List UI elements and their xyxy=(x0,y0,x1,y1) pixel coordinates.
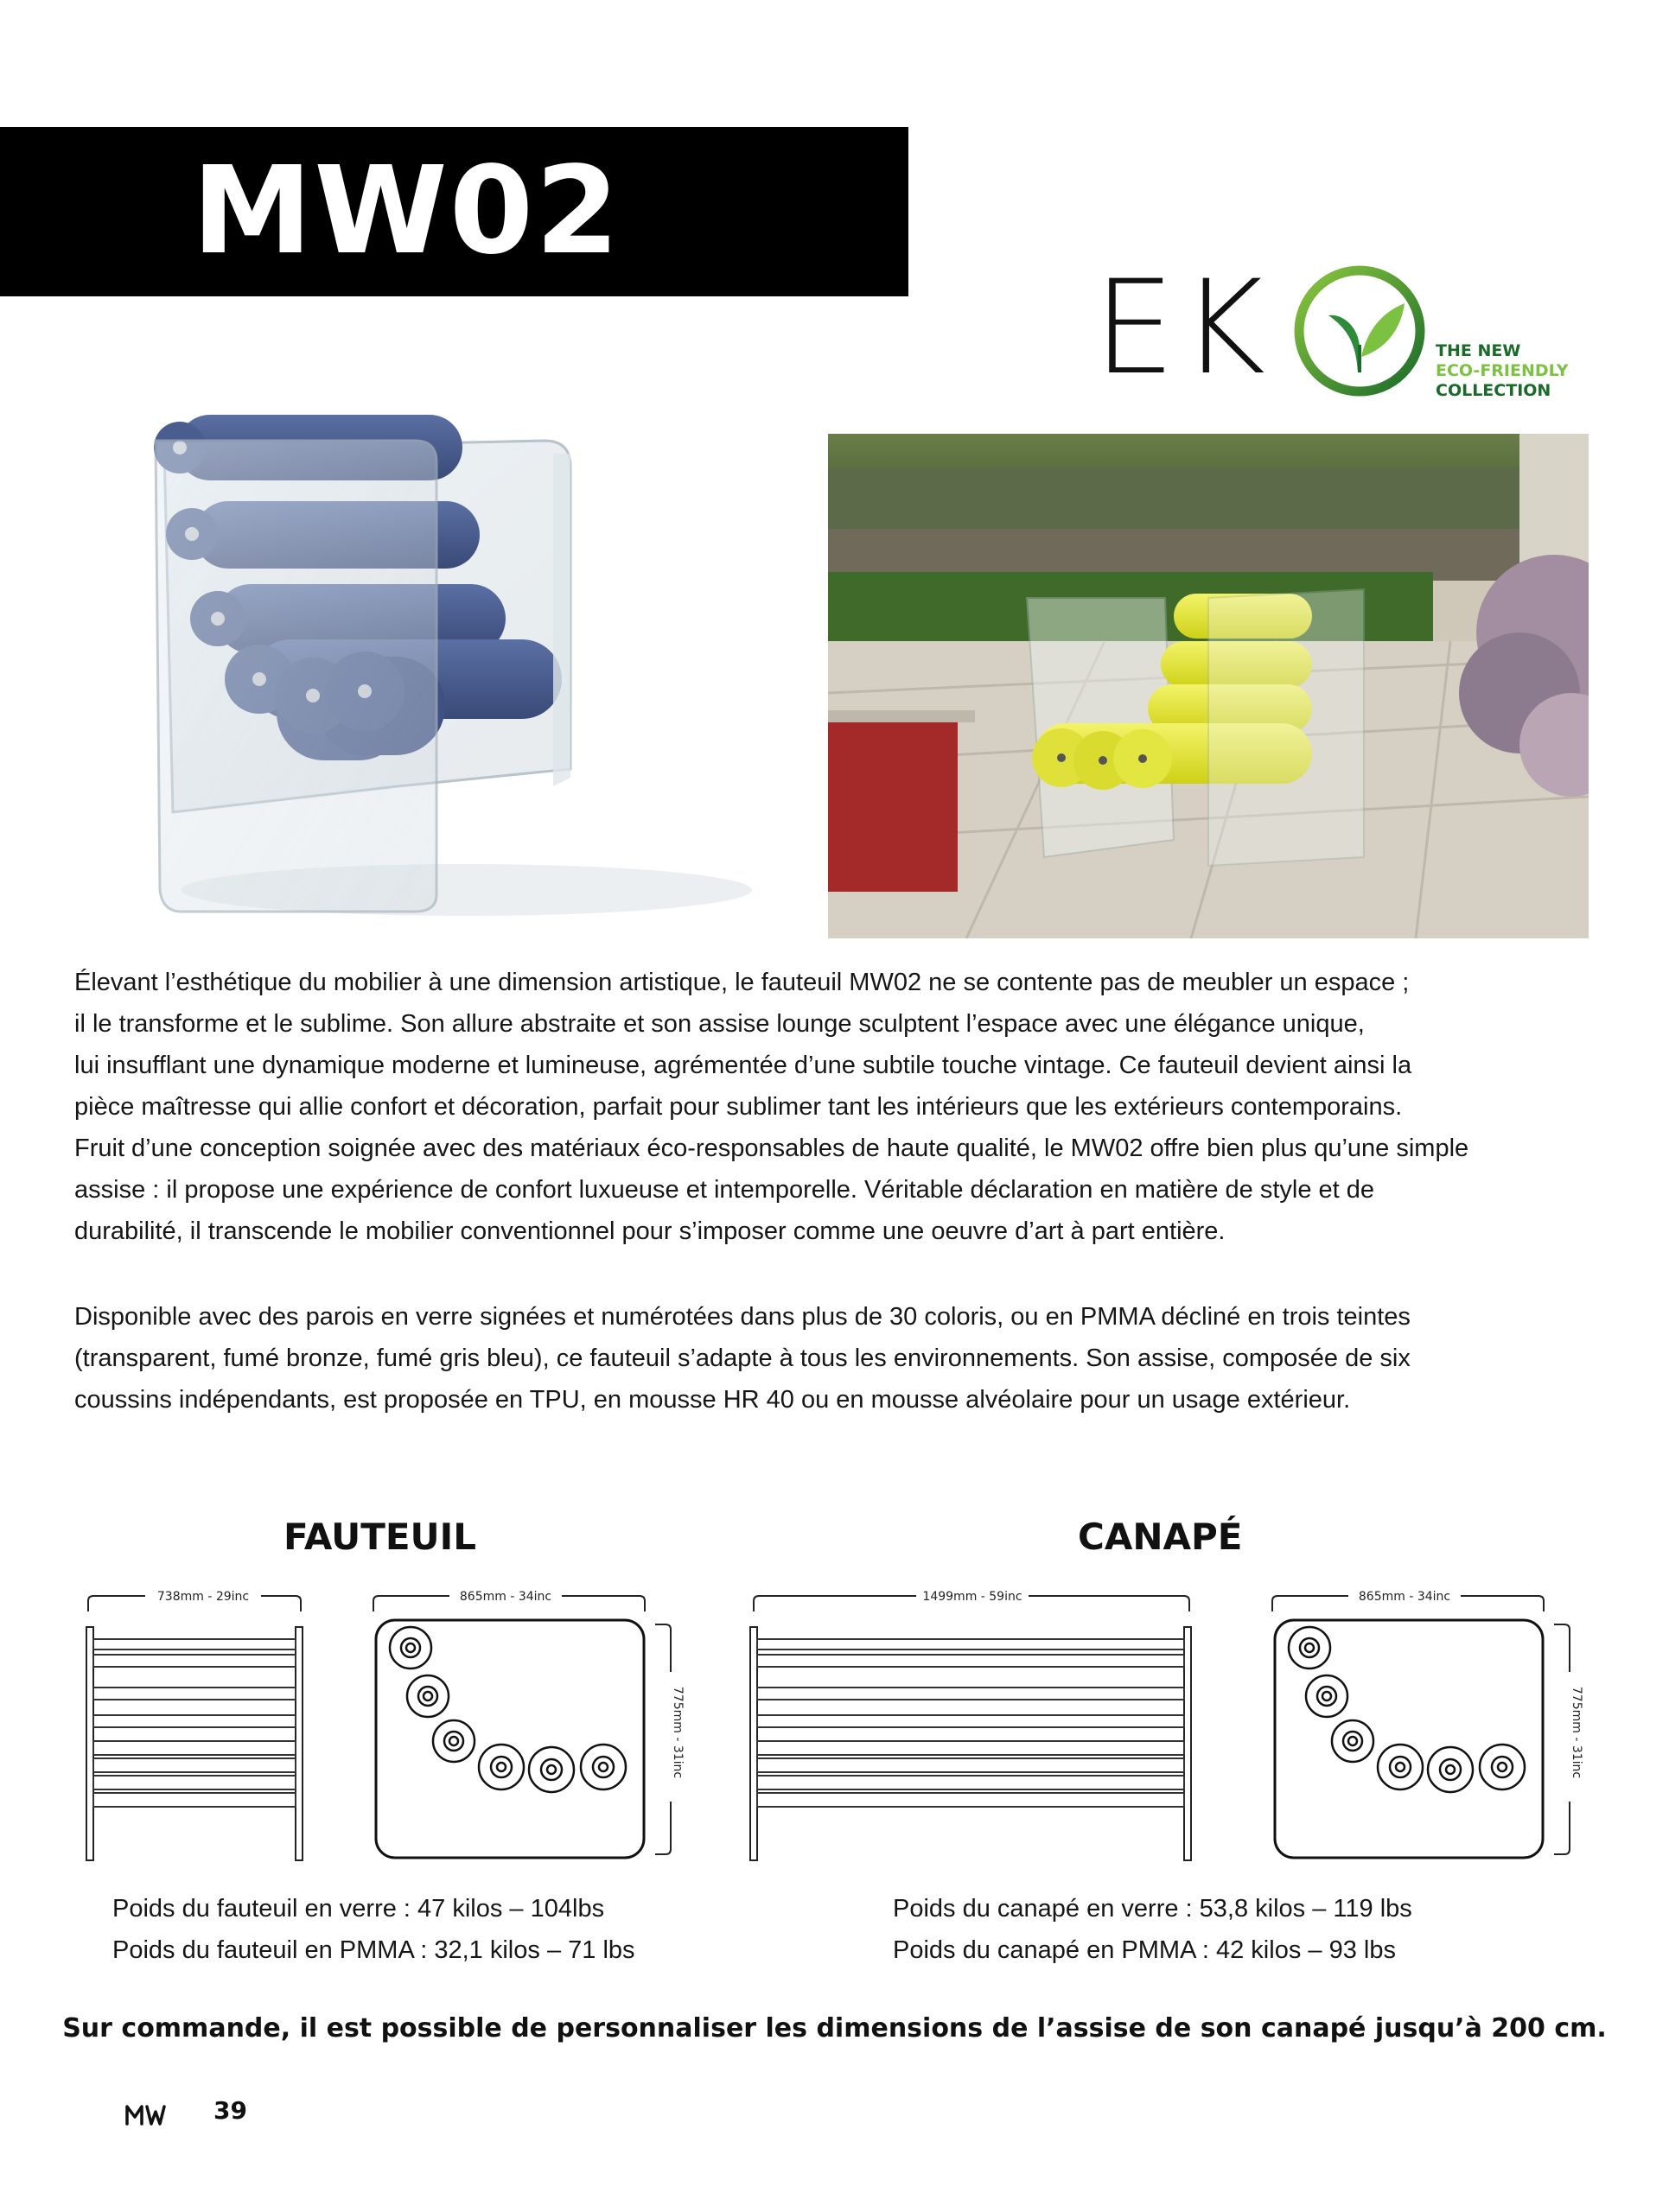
eko-tagline-line: ECO-FRIENDLY xyxy=(1436,361,1569,380)
text-line: assise : il propose une expérience de confort luxueuse et intemporelle. Véritable déclaration en matière de style et de xyxy=(74,1176,1375,1204)
description-paragraph-2 xyxy=(74,1296,1613,1421)
sofa-front-width-label: 1499mm - 59inc xyxy=(922,1590,1022,1604)
custom-order-note: Sur commande, il est possible de personnaliser les dimensions de l’assise de son canapé jusqu’à 200 cm. xyxy=(62,2013,1607,2044)
page-title: MW02 xyxy=(192,141,621,282)
mw-monogram-icon xyxy=(124,2103,166,2126)
armchair-height-label: 775mm - 31inc xyxy=(671,1686,685,1779)
sofa-weights xyxy=(893,1888,1412,1971)
sofa-side-diagram xyxy=(1262,1586,1590,1871)
blue-chair-image xyxy=(138,406,761,933)
armchair-weight-pmma: Poids du fauteuil en PMMA : 32,1 kilos – 71 lbs xyxy=(112,1936,635,1964)
eko-tagline-line: THE NEW xyxy=(1436,341,1521,360)
text-line: Disponible avec des parois en verre signées et numérotées dans plus de 30 coloris, ou en PMMA décliné en trois teintes xyxy=(74,1303,1411,1331)
text-line: Élevant l’esthétique du mobilier à une dimension artistique, le fauteuil MW02 ne se contente pas de meubler un espace ; xyxy=(74,969,1410,996)
sofa-height-label: 775mm - 31inc xyxy=(1570,1686,1583,1779)
text-line: il le transforme et le sublime. Son allure abstraite et son assise lounge sculptent l’espace avec une élégance unique, xyxy=(74,1010,1365,1038)
armchair-front-width-label: 738mm - 29inc xyxy=(156,1590,250,1604)
sofa-weight-pmma: Poids du canapé en PMMA : 42 kilos – 93 lbs xyxy=(893,1936,1396,1964)
armchair-side-depth-label: 865mm - 34inc xyxy=(459,1590,552,1604)
sofa-title: CANAPÉ xyxy=(1078,1516,1243,1558)
armchair-weight-glass: Poids du fauteuil en verre : 47 kilos – 104lbs xyxy=(112,1895,605,1923)
eko-tagline xyxy=(1436,341,1569,401)
text-line: durabilité, il transcende le mobilier conventionnel pour s’imposer comme une oeuvre d’art à part entière. xyxy=(74,1217,1226,1245)
leaf-in-circle-icon xyxy=(1290,262,1429,400)
armchair-title: FAUTEUIL xyxy=(283,1516,477,1558)
text-line: pièce maîtresse qui allie confort et décoration, parfait pour sublimer tant les intérieurs que les extérieurs contemporains. xyxy=(74,1093,1403,1121)
text-line: Fruit d’une conception soignée avec des matériaux éco-responsables de haute qualité, le MW02 offre bien plus qu’une simple xyxy=(74,1135,1469,1162)
armchair-weights xyxy=(112,1888,635,1971)
eko-tagline-line: COLLECTION xyxy=(1436,381,1551,400)
armchair-front-diagram xyxy=(78,1586,320,1871)
outdoor-chair-image xyxy=(828,434,1589,938)
eko-logo xyxy=(1093,255,1612,410)
page-number: 39 xyxy=(213,2096,247,2125)
text-line: (transparent, fumé bronze, fumé gris bleu), ce fauteuil s’adapte à tous les environnements. Son assise, composée de six xyxy=(74,1344,1411,1372)
description-paragraph-1 xyxy=(74,962,1613,1252)
sofa-front-diagram xyxy=(743,1586,1210,1871)
sofa-side-depth-label: 865mm - 34inc xyxy=(1358,1590,1451,1604)
text-line: lui insufflant une dynamique moderne et lumineuse, agrémentée d’une subtile touche vintage. Ce fauteuil devient ainsi la xyxy=(74,1052,1412,1079)
text-line: coussins indépendants, est proposée en TPU, en mousse HR 40 ou en mousse alvéolaire pour un usage extérieur. xyxy=(74,1386,1351,1414)
sofa-weight-glass: Poids du canapé en verre : 53,8 kilos – 119 lbs xyxy=(893,1895,1412,1923)
armchair-side-diagram xyxy=(363,1586,691,1871)
eko-letters: EK xyxy=(1093,253,1271,404)
